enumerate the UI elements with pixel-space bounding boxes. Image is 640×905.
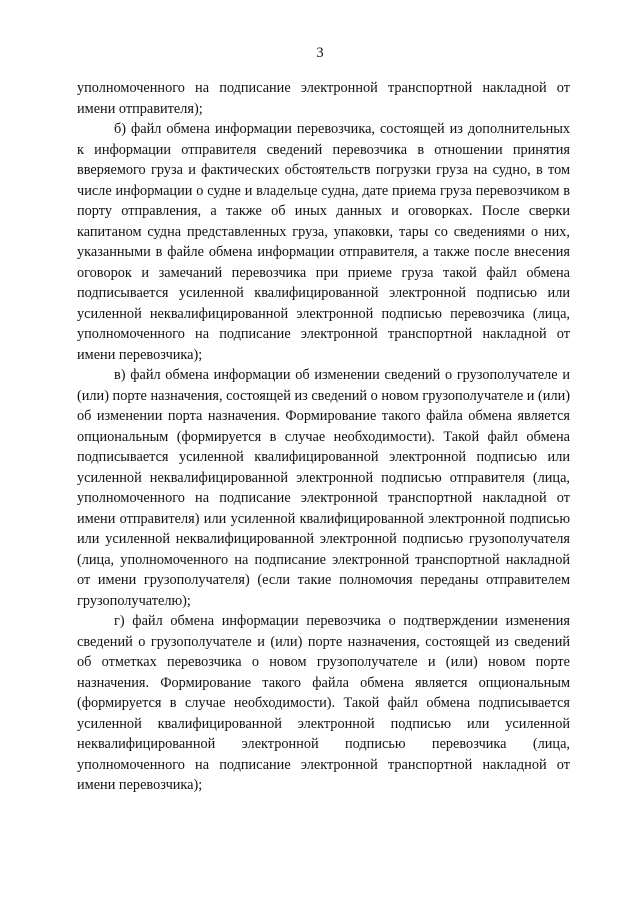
paragraph-item-v: в) файл обмена информации об изменении сведений о грузополучателе и (или) порте назначения, состоящей из сведений о новом грузополучателе и (или) об изменении порта назначения. Формирование такого файла обмена является опциональным (формируется в случае необходимости). Такой файл обмена подписывается усиленной квалифицированной электронной подписью или усиленной неквалифицированной электронной подписью отправителя (лица, уполномоченного на подписание электронной транспортной накладной от имени отправителя) или усиленной квалифицированной электронной подписью или усиленной неквалифицированной электронной подписью грузополучателя (лица, уполномоченного на подписание электронной транспортной накладной от имени грузополучателя) (если такие полномочия переданы отправителем грузополучателю); xyxy=(77,367,570,609)
paragraph-item-g: г) файл обмена информации перевозчика о подтверждении изменения сведений о грузополучателе и (или) порте назначения, состоящей из сведений об отметках перевозчика о новом грузополучателе и (или) новом порте назначения. Формирование такого файла обмена является опциональным (формируется в случае необходимости). Такой файл обмена подписывается усиленной квалифицированной электронной подписью или усиленной неквалифицированной электронной подписью перевозчика (лица, уполномоченного на подписание электронной транспортной накладной от имени перевозчика); xyxy=(77,613,570,793)
paragraph-item-b: б) файл обмена информации перевозчика, состоящей из дополнительных к информации отправителя сведений перевозчика в отношении принятия вверяемого груза и фактических обстоятельств погрузки груза на судно, в том числе информации о судне и владельце судна, дате приема груза перевозчиком в порту отправления, а также об иных данных и оговорках. После сверки капитаном судна представленных груза, упаковки, тары со сведениями о них, указанными в файле обмена информации отправителя, а также после внесения оговорок и замечаний перевозчика при приеме груза такой файл обмена подписывается усиленной квалифицированной электронной подписью или усиленной неквалифицированной электронной подписью перевозчика (лица, уполномоченного на подписание электронной транспортной накладной от имени перевозчика); xyxy=(77,121,570,363)
document-body xyxy=(77,78,570,796)
page-number: 3 xyxy=(316,45,324,61)
paragraph-continuation: уполномоченного на подписание электронной транспортной накладной от имени отправителя); xyxy=(77,80,570,117)
